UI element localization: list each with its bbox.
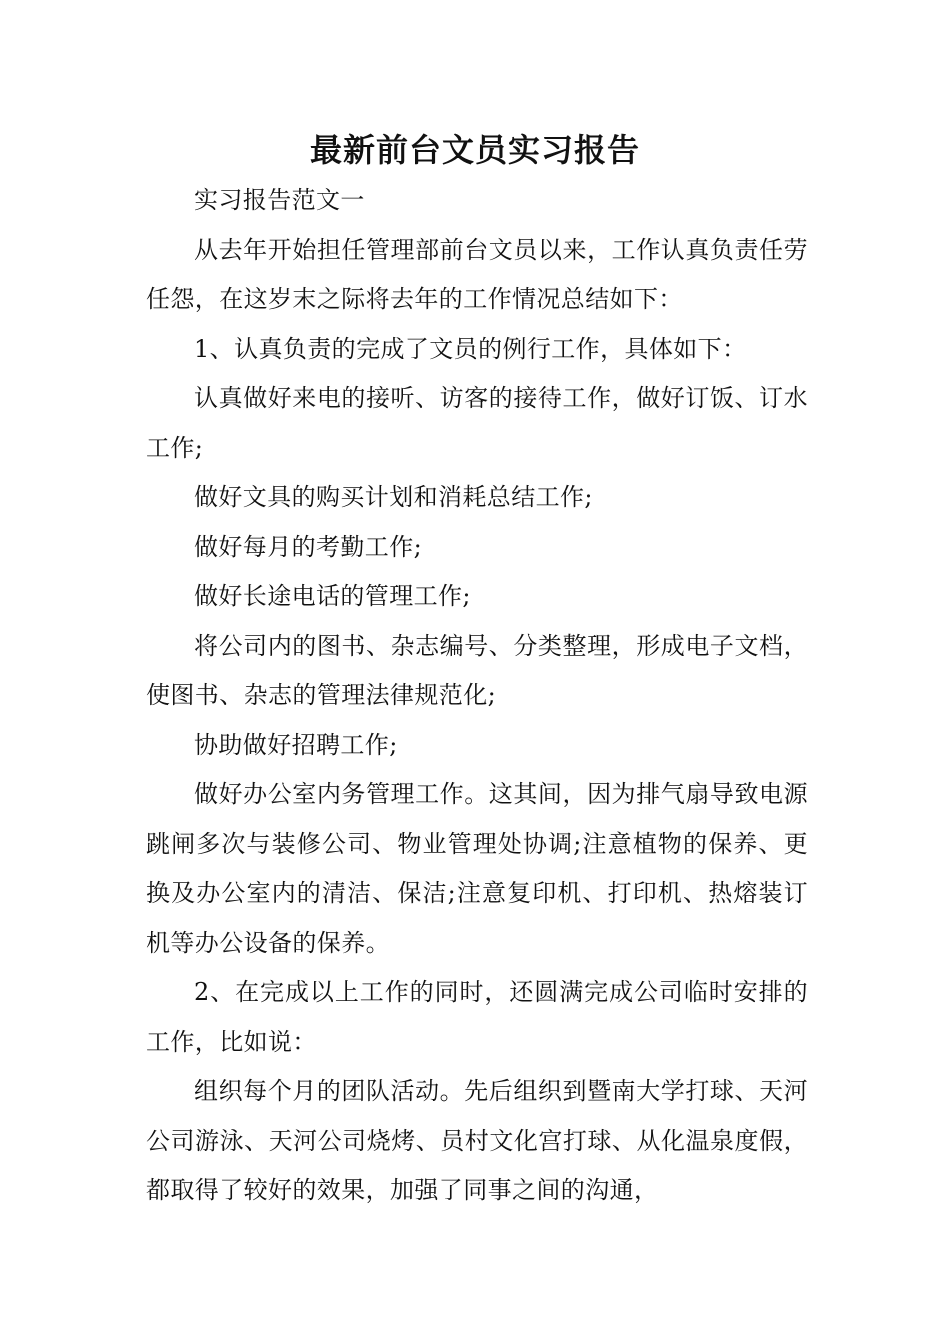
paragraph: 认真做好来电的接听、访客的接待工作，做好订饭、订水工作; <box>146 384 808 462</box>
paragraph: 从去年开始担任管理部前台文员以来，工作认真负责任劳任怨，在这岁末之际将去年的工作情况总结如下： <box>146 235 808 313</box>
paragraph: 2、在完成以上工作的同时，还圆满完成公司临时安排的工作，比如说： <box>146 978 808 1056</box>
paragraph: 协助做好招聘工作; <box>194 730 398 759</box>
paragraph: 做好文具的购买计划和消耗总结工作; <box>194 483 593 511</box>
paragraph: 组织每个月的团队活动。先后组织到暨南大学打球、天河公司游泳、天河公司烧烤、员村文化宫打球、从化温泉度假，都取得了较好的效果，加强了同事之间的沟通， <box>146 1077 808 1204</box>
paragraph: 1、认真负责的完成了文员的例行工作，具体如下： <box>194 334 747 363</box>
paragraph: 做好办公室内务管理工作。这其间，因为排气扇导致电源跳闸多次与装修公司、物业管理处协调;注意植物的保养、更换及办公室内的清洁、保洁;注意复印机、打印机、热熔装订机等办公设备的保养。 <box>146 780 808 957</box>
paragraph: 实习报告范文一 <box>194 186 365 214</box>
paragraph: 将公司内的图书、杂志编号、分类整理，形成电子文档，使图书、杂志的管理法律规范化; <box>146 631 808 709</box>
paragraph: 做好长途电话的管理工作; <box>194 582 471 610</box>
document-body <box>146 176 808 1216</box>
document-title: 最新前台文员实习报告 <box>309 131 640 169</box>
paragraph: 做好每月的考勤工作; <box>194 532 423 561</box>
